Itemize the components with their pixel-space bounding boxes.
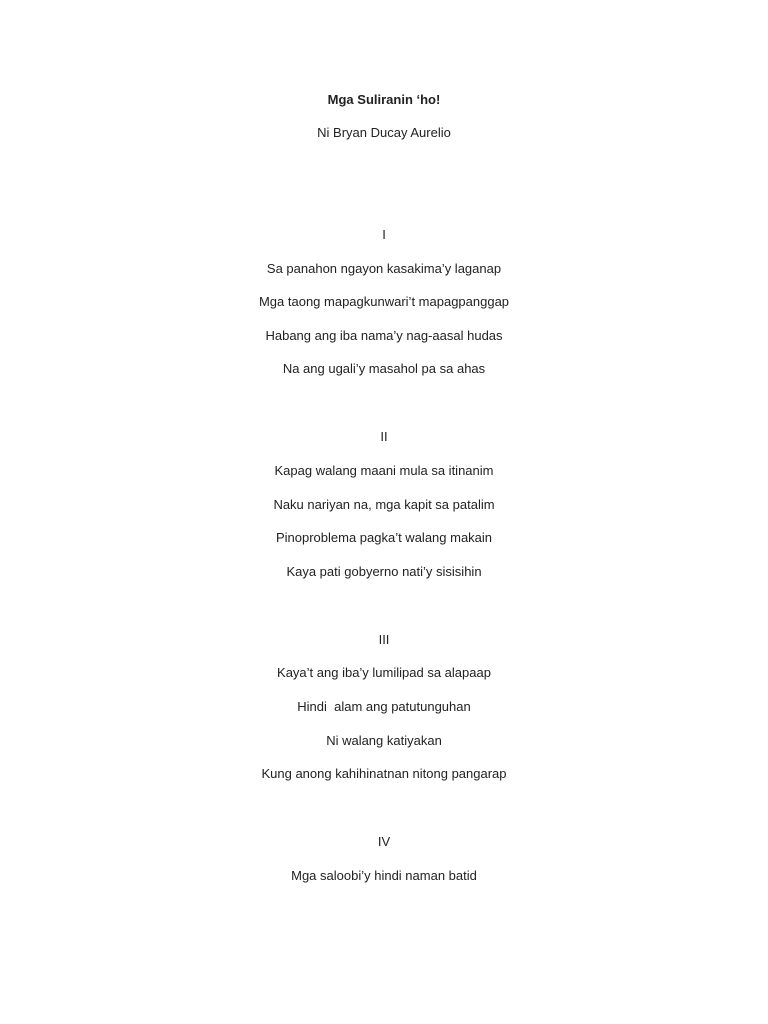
- poem-line: Mga taong mapagkunwari’t mapagpanggap: [258, 294, 510, 309]
- poem-line: Na ang ugali’y masahol pa sa ahas: [282, 361, 486, 376]
- poem-author: Ni Bryan Ducay Aurelio: [317, 125, 451, 140]
- poem-line: Kung anong kahihinatnan nitong pangarap: [261, 766, 507, 781]
- poem-title: Mga Suliranin ‘ho!: [327, 92, 441, 107]
- poem-line: Naku nariyan na, mga kapit sa patalim: [273, 497, 495, 512]
- poem-line: Sa panahon ngayon kasakima’y laganap: [266, 261, 502, 276]
- stanza-number: II: [380, 429, 388, 444]
- stanza-number: III: [378, 632, 390, 647]
- stanza-number: IV: [377, 834, 391, 849]
- poem-line: Hindi alam ang patutunguhan: [297, 699, 471, 714]
- poem-line: Kaya pati gobyerno nati’y sisisihin: [286, 564, 482, 579]
- stanza-number: I: [382, 227, 386, 242]
- poem-line: Habang ang iba nama’y nag-aasal hudas: [265, 328, 503, 343]
- poem-line: Ni walang katiyakan: [326, 733, 442, 748]
- poem-line: Kapag walang maani mula sa itinanim: [274, 463, 494, 478]
- poem-line: Kaya’t ang iba’y lumilipad sa alapaap: [277, 665, 491, 680]
- poem-line: Pinoproblema pagka’t walang makain: [275, 530, 493, 545]
- poem-line: Mga saloobi’y hindi naman batid: [291, 868, 477, 883]
